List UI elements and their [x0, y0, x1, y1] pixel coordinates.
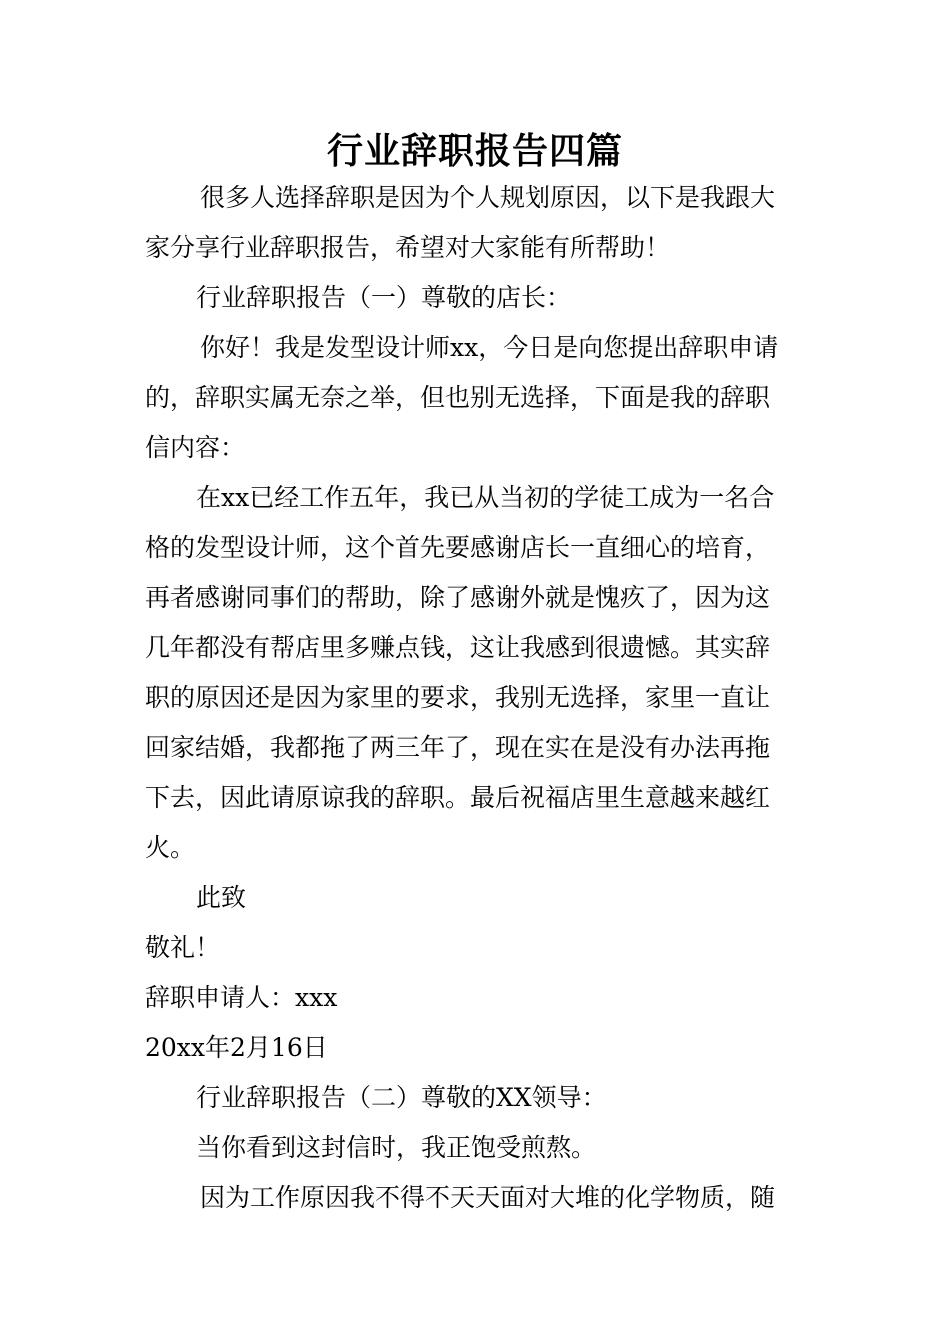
date-line: 20xx年2月16日	[145, 1033, 328, 1062]
document-title: 行业辞职报告四篇	[326, 130, 623, 172]
paragraph-line: 再者感谢同事们的帮助，除了感谢外就是愧疚了，因为这	[145, 583, 771, 612]
paragraph-line: 下去，因此请原谅我的辞职。最后祝福店里生意越来越红	[145, 783, 771, 812]
paragraph-line: 在xx已经工作五年，我已从当初的学徒工成为一名合	[196, 483, 775, 512]
paragraph-line: 当你看到这封信时，我正饱受煎熬。	[196, 1133, 597, 1162]
paragraph-line: 你好！我是发型设计师xx，今日是向您提出辞职申请	[200, 333, 779, 362]
paragraph-line: 火。	[145, 833, 196, 862]
paragraph-line: 格的发型设计师，这个首先要感谢店长一直细心的培育，	[145, 533, 771, 562]
section-heading: 行业辞职报告（一）尊敬的店长：	[196, 283, 572, 312]
salutation-line: 敬礼！	[145, 933, 221, 962]
paragraph-line: 家分享行业辞职报告，希望对大家能有所帮助！	[145, 233, 671, 262]
paragraph-line: 因为工作原因我不得不天天面对大堆的化学物质，随	[200, 1183, 776, 1212]
closing-line: 此致	[196, 883, 247, 912]
paragraph-line: 的，辞职实属无奈之举，但也别无选择，下面是我的辞职	[145, 383, 771, 412]
paragraph-line: 几年都没有帮店里多赚点钱，这让我感到很遗憾。其实辞	[145, 633, 771, 662]
paragraph-line: 回家结婚，我都拖了两三年了，现在实在是没有办法再拖	[145, 733, 771, 762]
section-heading: 行业辞职报告（二）尊敬的XX领导：	[196, 1083, 607, 1112]
paragraph-line: 职的原因还是因为家里的要求，我别无选择，家里一直让	[145, 683, 771, 712]
paragraph-line: 信内容：	[145, 433, 246, 462]
paragraph-line: 很多人选择辞职是因为个人规划原因，以下是我跟大	[200, 183, 776, 212]
signature-line: 辞职申请人：xxx	[145, 983, 338, 1012]
